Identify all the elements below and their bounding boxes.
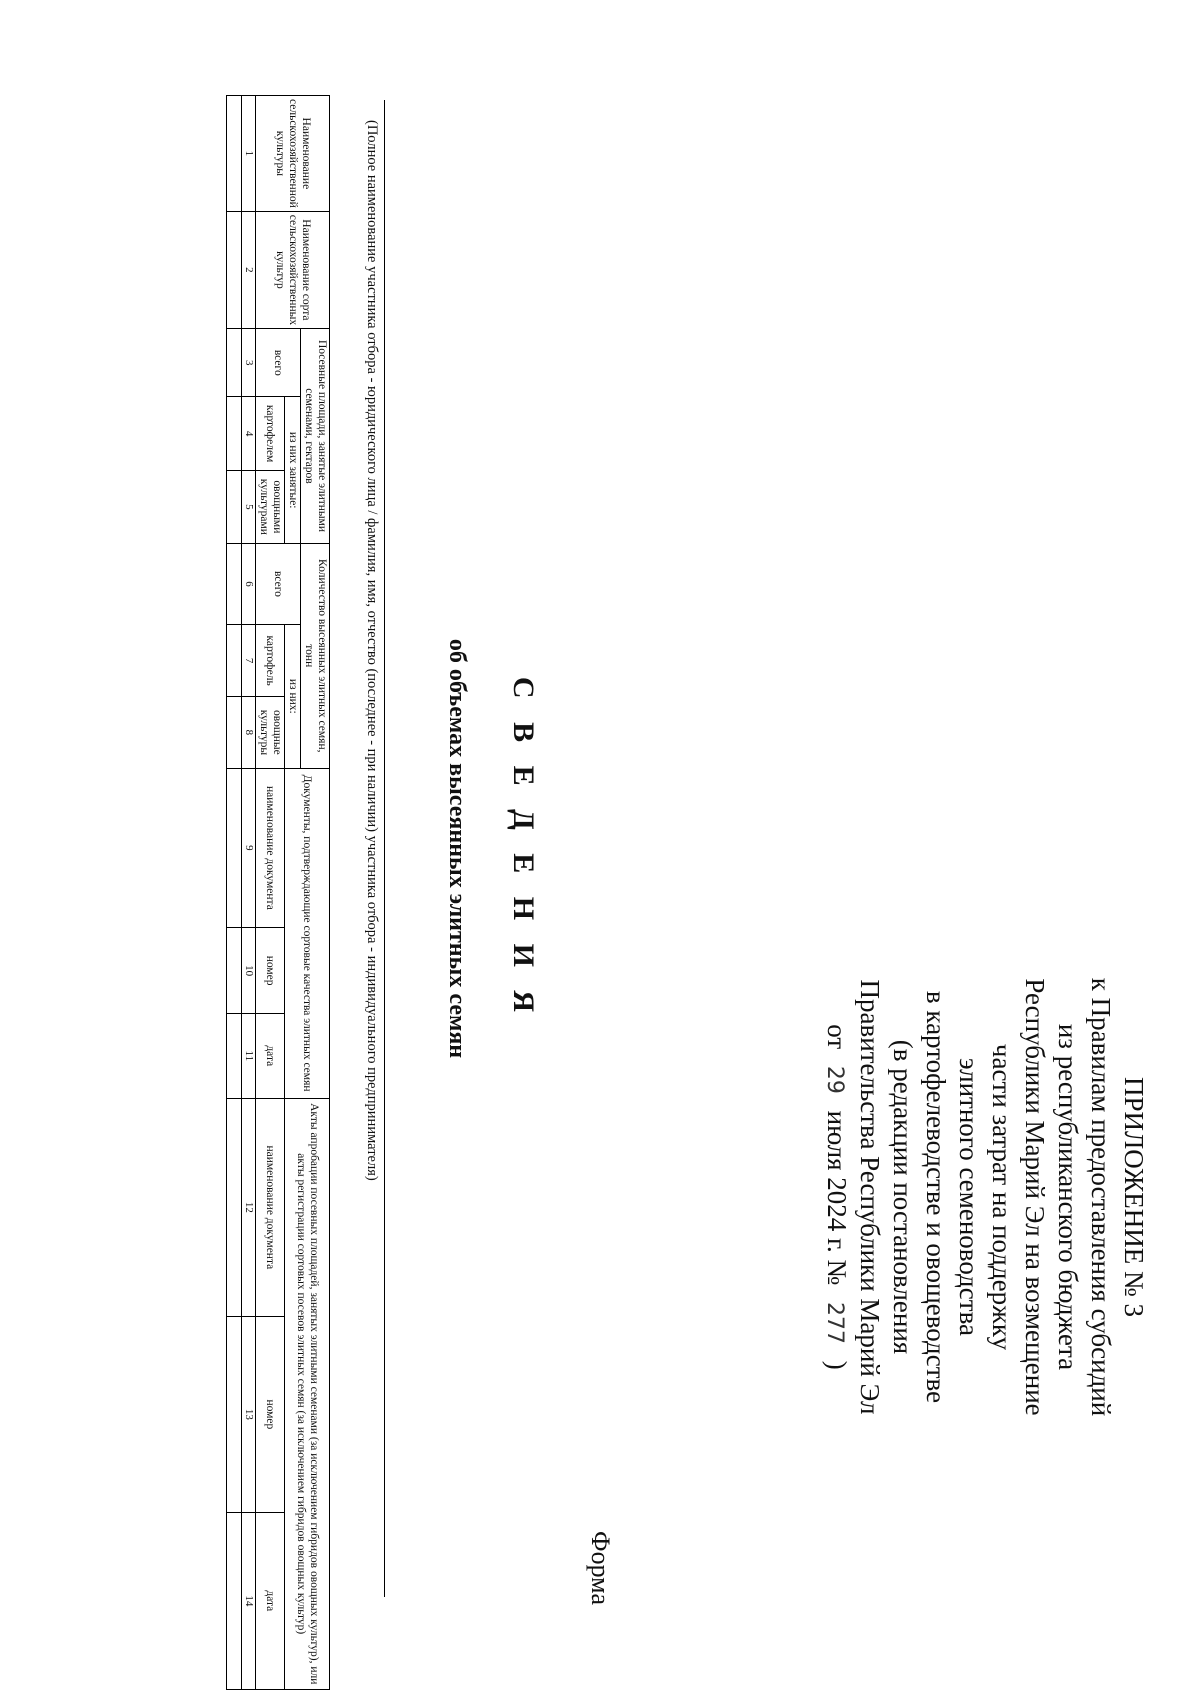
header-acts-number: номер — [256, 1317, 285, 1513]
table-cell[interactable] — [227, 768, 242, 928]
column-number: 10 — [242, 928, 256, 1014]
table-cell[interactable] — [227, 397, 242, 470]
form-label: Форма — [586, 1531, 615, 1605]
header-qty-of-which: из них: — [285, 624, 301, 768]
header-variety: Наименование сорта сельскохозяйственных культур — [256, 211, 330, 328]
subject-fill-line — [384, 100, 385, 1597]
document-title: С В Е Д Е Н И Я — [507, 676, 540, 1021]
column-number: 12 — [242, 1098, 256, 1317]
date-rest: июля 2024 г. № — [822, 1110, 852, 1286]
seeds-volume-table — [226, 95, 330, 1690]
table-cell[interactable] — [227, 697, 242, 768]
appendix-line: элитного семеноводства — [954, 1058, 984, 1336]
header-docs-date: дата — [256, 1014, 285, 1098]
date-prefix: от — [822, 1024, 852, 1050]
header-qty-total: всего — [256, 543, 301, 624]
column-number: 5 — [242, 470, 256, 543]
table-cell[interactable] — [227, 928, 242, 1014]
header-crop: Наименование сельскохозяйственной культуры — [256, 96, 330, 212]
column-number: 9 — [242, 768, 256, 928]
table-cell[interactable] — [227, 329, 242, 397]
header-docs-group: Документы, подтверждающие сортовые качества элитных семян — [285, 768, 330, 1098]
table-cell[interactable] — [227, 96, 242, 212]
column-number: 3 — [242, 329, 256, 397]
appendix-line: к Правилам предоставления субсидий — [1086, 977, 1116, 1417]
header-row-1 — [301, 96, 330, 1690]
column-number: 11 — [242, 1014, 256, 1098]
table-cell[interactable] — [227, 624, 242, 696]
table-cell[interactable] — [227, 1098, 242, 1317]
header-area-group: Посевные площади, занятые элитными семенами, гектаров — [301, 329, 330, 544]
appendix-date-line — [818, 817, 853, 1577]
column-number: 4 — [242, 397, 256, 470]
empty-data-row — [227, 96, 242, 1690]
date-close: ) — [822, 1360, 852, 1370]
header-area-veg: овощными культурами — [256, 470, 285, 543]
table-cell[interactable] — [227, 470, 242, 543]
header-acts-date: дата — [256, 1512, 285, 1689]
table-cell[interactable] — [227, 211, 242, 328]
date-day: 29 — [822, 1065, 847, 1094]
column-number: 1 — [242, 96, 256, 212]
column-number: 13 — [242, 1317, 256, 1513]
table-cell[interactable] — [227, 1317, 242, 1513]
appendix-line: Правительства Республики Марий Эл — [855, 979, 885, 1415]
column-number: 8 — [242, 697, 256, 768]
appendix-header — [818, 817, 1150, 1577]
column-number: 14 — [242, 1512, 256, 1689]
column-number: 6 — [242, 543, 256, 624]
appendix-line: ПРИЛОЖЕНИЕ № 3 — [1119, 1076, 1149, 1318]
column-number: 2 — [242, 211, 256, 328]
table-cell[interactable] — [227, 1512, 242, 1689]
appendix-line: (в редакции постановления — [888, 1039, 918, 1355]
header-acts-group: Акты апробации посевных площадей, занятых элитными семенами (за исключением гибридов овощных культур), или акты регистрации сортовых посевов элитных семян (за исключением гибридов овощных культур) — [285, 1098, 330, 1689]
header-quantity-group: Количество высеянных элитных семян, тонн — [301, 543, 330, 768]
header-area-potato: картофелем — [256, 397, 285, 470]
appendix-line: из республиканского бюджета — [1053, 1023, 1083, 1371]
subject-caption: (Полное наименование участника отбора - юридического лица / фамилия, имя, отчество (последнее - при наличии) участника отбора - индивидуального предпринимателя) — [364, 120, 380, 1181]
appendix-line: в картофелеводстве и овощеводстве — [921, 990, 951, 1404]
appendix-line: Республики Марий Эл на возмещение — [1020, 978, 1050, 1416]
column-number: 7 — [242, 624, 256, 696]
table-cell[interactable] — [227, 543, 242, 624]
header-qty-potato: картофель — [256, 624, 285, 696]
header-docs-number: номер — [256, 928, 285, 1014]
header-area-of-which: из них занятые: — [285, 397, 301, 543]
table-cell[interactable] — [227, 1014, 242, 1098]
header-acts-name: наименование документа — [256, 1098, 285, 1317]
column-number-row — [242, 96, 256, 1690]
header-qty-veg: овощные культуры — [256, 697, 285, 768]
appendix-line: части затрат на поддержку — [987, 1043, 1017, 1351]
date-number: 277 — [822, 1302, 847, 1345]
header-docs-name: наименование документа — [256, 768, 285, 928]
header-area-total: всего — [256, 329, 301, 397]
document-subtitle: об объемах высеянных элитных семян — [444, 638, 470, 1059]
